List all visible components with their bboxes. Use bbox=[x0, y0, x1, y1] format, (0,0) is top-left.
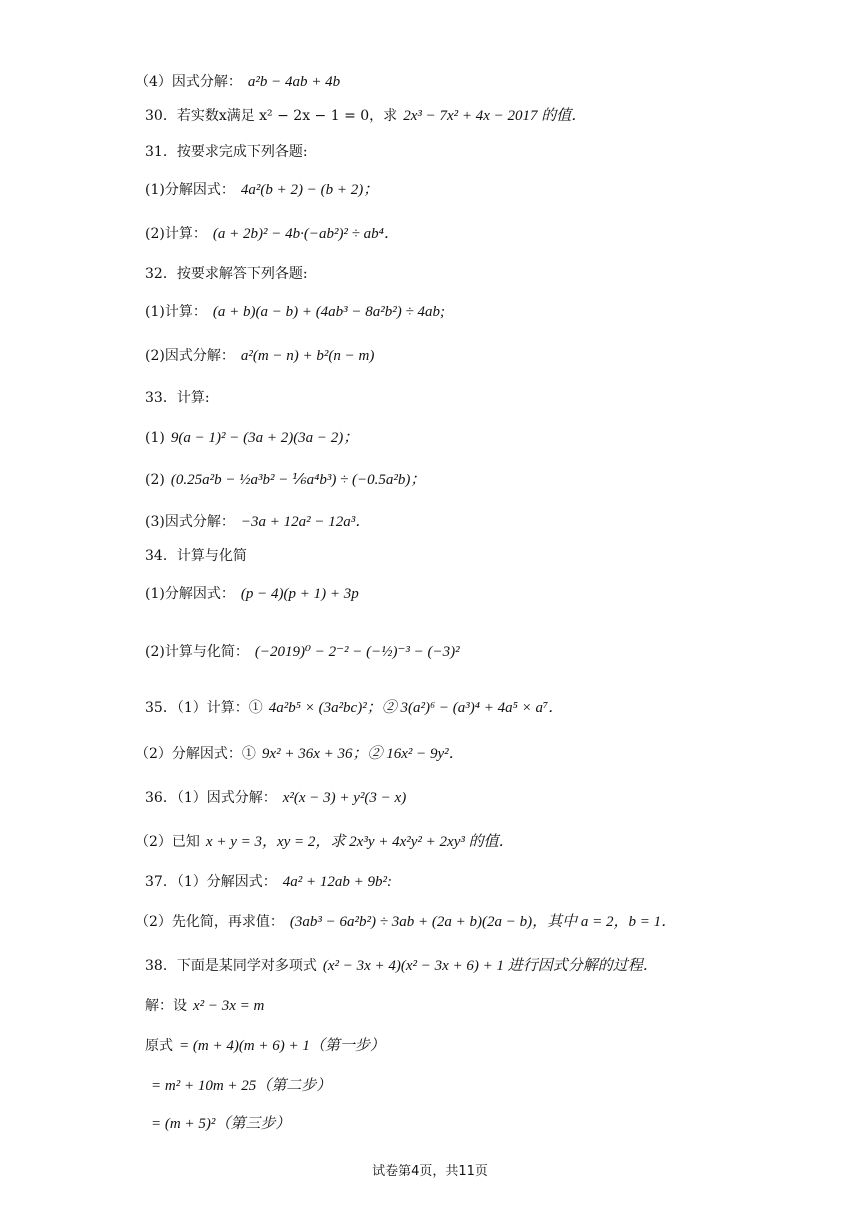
line-math: (0.25a²b − ½a³b² − ⅙a⁴b³) ÷ (−0.5a²b)； bbox=[170, 472, 426, 488]
line-math: 4a² + 12ab + 9b²: bbox=[282, 874, 392, 890]
line-math: 9(a − 1)² − (3a + 2)(3a − 2)； bbox=[170, 430, 359, 446]
line-label: (2)计算： bbox=[145, 226, 207, 242]
line-math: x²(x − 3) + y²(3 − x) bbox=[282, 790, 407, 806]
line-label: 37．（1）分解因式： bbox=[145, 874, 277, 890]
line-6 bbox=[145, 302, 445, 322]
line-label: (1)分解因式： bbox=[145, 586, 235, 602]
line-label: (2) bbox=[145, 472, 165, 488]
line-17 bbox=[145, 788, 406, 808]
line-1 bbox=[145, 106, 586, 126]
line-25 bbox=[145, 1114, 290, 1134]
line-14 bbox=[145, 642, 460, 662]
line-math: 2x³ − 7x² + 4x − 2017 的值． bbox=[403, 108, 587, 124]
line-math: = (m + 4)(m + 6) + 1（第一步） bbox=[179, 1038, 385, 1054]
line-10 bbox=[145, 470, 425, 490]
line-9 bbox=[145, 428, 358, 448]
line-label: 30．若实数x满足 x² − 2x − 1 = 0，求 bbox=[145, 108, 398, 124]
line-20 bbox=[135, 912, 676, 932]
line-math: = (m + 5)²（第三步） bbox=[151, 1116, 291, 1132]
line-7 bbox=[145, 346, 374, 366]
line-label: 36．（1）因式分解： bbox=[145, 790, 277, 806]
line-label: (2)因式分解： bbox=[145, 348, 235, 364]
line-label: (2)计算与化简： bbox=[145, 644, 249, 660]
line-label: (1)计算： bbox=[145, 304, 207, 320]
line-0 bbox=[135, 72, 340, 92]
line-label: 34．计算与化简 bbox=[145, 548, 247, 564]
line-math: = m² + 10m + 25（第二步） bbox=[151, 1078, 332, 1094]
line-math: (p − 4)(p + 1) + 3p bbox=[240, 586, 359, 602]
line-math: x² − 3x = m bbox=[193, 998, 265, 1014]
line-16 bbox=[135, 744, 464, 764]
line-11 bbox=[145, 512, 370, 532]
line-math: (−2019)⁰ − 2⁻² − (−½)⁻³ − (−3)² bbox=[254, 644, 460, 660]
line-18 bbox=[135, 832, 514, 852]
line-label: （2）已知 bbox=[135, 834, 200, 850]
line-label: 38．下面是某同学对多项式 bbox=[145, 958, 317, 974]
line-math: (3ab³ − 6a²b²) ÷ 3ab + (2a + b)(2a − b)，其中 a = 2，b = 1． bbox=[289, 914, 677, 930]
line-23 bbox=[145, 1036, 385, 1056]
line-label: 33．计算: bbox=[145, 390, 210, 406]
line-21 bbox=[145, 956, 658, 976]
line-label: 原式 bbox=[145, 1038, 173, 1054]
line-2 bbox=[145, 142, 314, 162]
line-label: 解：设 bbox=[145, 998, 187, 1014]
line-math: (a + b)(a − b) + (4ab³ − 8a²b²) ÷ 4ab; bbox=[212, 304, 446, 320]
line-math: 9x² + 36x + 36；② 16x² − 9y²． bbox=[261, 746, 464, 762]
line-label: 31．按要求完成下列各题: bbox=[145, 144, 308, 160]
line-label: (3)因式分解： bbox=[145, 514, 235, 530]
line-math: −3a + 12a² − 12a³． bbox=[240, 514, 371, 530]
line-label: (1)分解因式： bbox=[145, 182, 235, 198]
line-math: (a + 2b)² − 4b·(−ab²)² ÷ ab⁴． bbox=[212, 226, 399, 242]
line-5 bbox=[145, 264, 314, 284]
line-math: (x² − 3x + 4)(x² − 3x + 6) + 1 进行因式分解的过程． bbox=[322, 958, 658, 974]
line-math: a²(m − n) + b²(n − m) bbox=[240, 348, 375, 364]
line-12 bbox=[145, 546, 253, 566]
line-label: （4）因式分解： bbox=[135, 74, 242, 90]
line-math: 4a²(b + 2) − (b + 2)； bbox=[240, 182, 379, 198]
line-label: （2）先化简，再求值： bbox=[135, 914, 284, 930]
line-15 bbox=[145, 698, 563, 718]
line-math: 4a²b⁵ × (3a²bc)²；② 3(a²)⁶ − (a³)⁴ + 4a⁵ × a⁷． bbox=[268, 700, 564, 716]
line-math: a²b − 4ab + 4b bbox=[247, 74, 341, 90]
line-label: （2）分解因式：① bbox=[135, 746, 256, 762]
line-label: 32．按要求解答下列各题: bbox=[145, 266, 308, 282]
line-4 bbox=[145, 224, 399, 244]
line-22 bbox=[145, 996, 264, 1016]
line-label: (1) bbox=[145, 430, 165, 446]
line-13 bbox=[145, 584, 359, 604]
line-19 bbox=[145, 872, 392, 892]
line-3 bbox=[145, 180, 378, 200]
line-math: x + y = 3，xy = 2，求 2x³y + 4x²y² + 2xy³ 的值． bbox=[205, 834, 514, 850]
line-24 bbox=[145, 1076, 331, 1096]
page-footer: 试卷第4页，共11页 bbox=[372, 1164, 488, 1179]
line-8 bbox=[145, 388, 216, 408]
line-label: 35．（1）计算：① bbox=[145, 700, 263, 716]
